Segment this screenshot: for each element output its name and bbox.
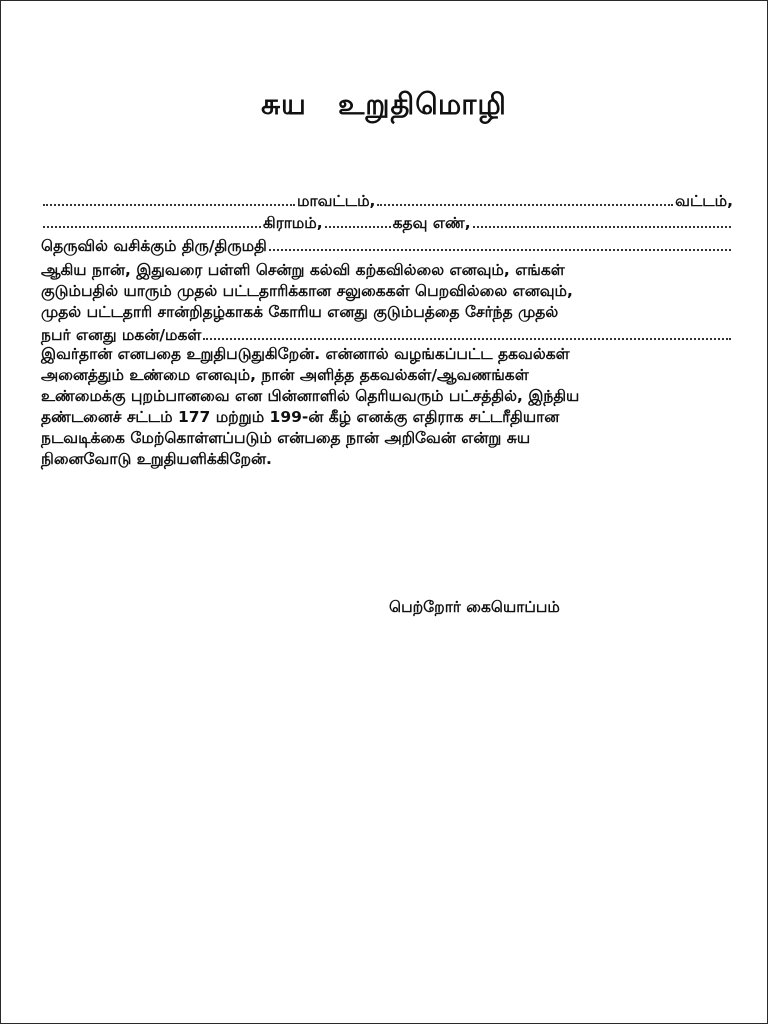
body-line: நடவடிக்கை மேற்கொள்ளப்படும் என்பதை நான் அறிவேன் என்று சுய [41, 429, 531, 447]
title-word: உறுதிமொழி [337, 87, 507, 121]
parent-signature-label: பெற்றோர் கையொப்பம் [389, 598, 560, 616]
district-line [41, 189, 733, 210]
district-blank[interactable] [43, 189, 295, 206]
body-line: தண்டனைச் சட்டம் 177 மற்றும் 199-ன் கீழ் எனக்கு எதிராக சட்டரீதியான [41, 408, 560, 426]
body-line-with-blank: நபர் எனது மகன்/மகள் [41, 323, 733, 344]
village-blank[interactable] [43, 211, 261, 228]
door-number-label: கதவு எண், [392, 214, 471, 232]
body-line: குடும்பதில் யாரும் முதல் பட்டதாரிக்கான சலுகைகள் பெறவில்லை எனவும், [41, 282, 573, 300]
district-label: மாவட்டம், [297, 192, 376, 210]
body-line: ஆகிய நான், இதுவரை பள்ளி சென்று கல்வி கற்கவில்லை எனவும், எங்கள் [41, 261, 565, 279]
door-number-blank[interactable] [473, 211, 731, 228]
body-line: முதல் பட்டதாரி சான்றிதழ்காகக் கோரிய எனது குடும்பத்தை சேர்ந்த முதல் [41, 303, 559, 321]
child-name-blank[interactable] [203, 323, 731, 340]
declaration-body [41, 260, 733, 470]
page-title [1, 87, 767, 125]
body-line: அனைத்தும் உண்மை எனவும், நான் அளித்த தகவல்கள்/ஆவணங்கள் [41, 366, 529, 384]
body-line: நினைவோடு உறுதியளிக்கிறேன். [41, 450, 272, 468]
street-label: தெருவில் வசிக்கும் திரு/திருமதி [41, 237, 267, 255]
body-line: இவர்தான் எனபதை உறுதிபடுதுகிறேன். என்னால் வழங்கப்பட்ட தகவல்கள் [41, 345, 570, 363]
name-blank[interactable] [269, 234, 731, 251]
body-line: உண்மைக்கு புறம்பானவை என பின்னாளில் தெரியவரும் பட்சத்தில், இந்திய [41, 387, 580, 405]
taluk-blank[interactable] [377, 189, 673, 206]
village-line [41, 211, 733, 232]
street-line [41, 234, 733, 255]
taluk-label: வட்டம், [675, 192, 733, 210]
title-word: சுய [261, 87, 307, 121]
village-extra-blank[interactable] [325, 211, 391, 228]
village-label: கிராமம், [263, 214, 323, 232]
